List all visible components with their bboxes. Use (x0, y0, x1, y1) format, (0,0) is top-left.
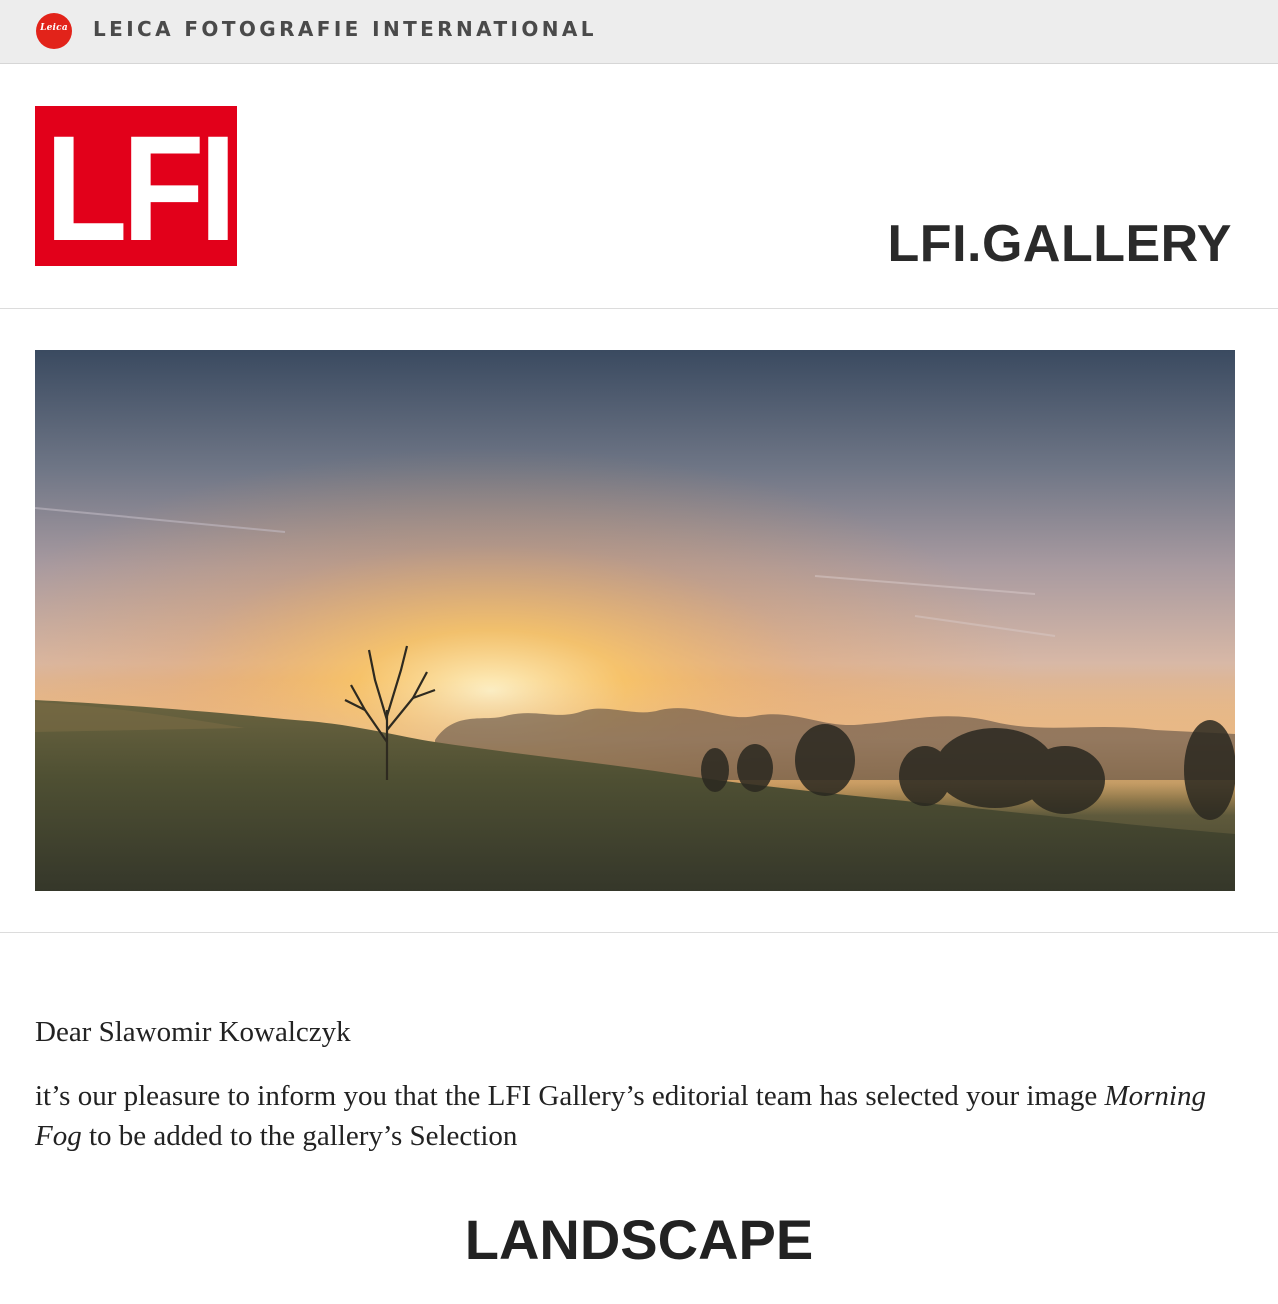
email-header (0, 64, 1278, 309)
top-bar (0, 0, 1278, 64)
letter-body (35, 1012, 1245, 1156)
leica-logo-icon (36, 13, 72, 49)
lfi-logo[interactable] (35, 106, 237, 266)
announcement-text-end: to be added to the gallery’s Selection (81, 1120, 518, 1152)
image-title: Morning Fog (35, 1080, 1206, 1152)
gallery-name[interactable]: LFI.GALLERY (887, 215, 1232, 273)
hero-section (0, 309, 1278, 933)
publisher-title: LEICA FOTOGRAFIE INTERNATIONAL (93, 17, 597, 41)
hero-photo[interactable] (35, 350, 1235, 891)
announcement-text (35, 1076, 1245, 1156)
leica-logo-text: Leica (40, 23, 68, 33)
lfi-logo-text: LFI (45, 106, 232, 266)
salutation: Dear Slawomir Kowalczyk (35, 1016, 351, 1048)
category-heading: LANDSCAPE (464, 1208, 814, 1271)
announcement-text-start: it’s our pleasure to inform you that the LFI Gallery’s editorial team has selected your image (35, 1080, 1105, 1112)
landscape-illustration (35, 350, 1235, 891)
